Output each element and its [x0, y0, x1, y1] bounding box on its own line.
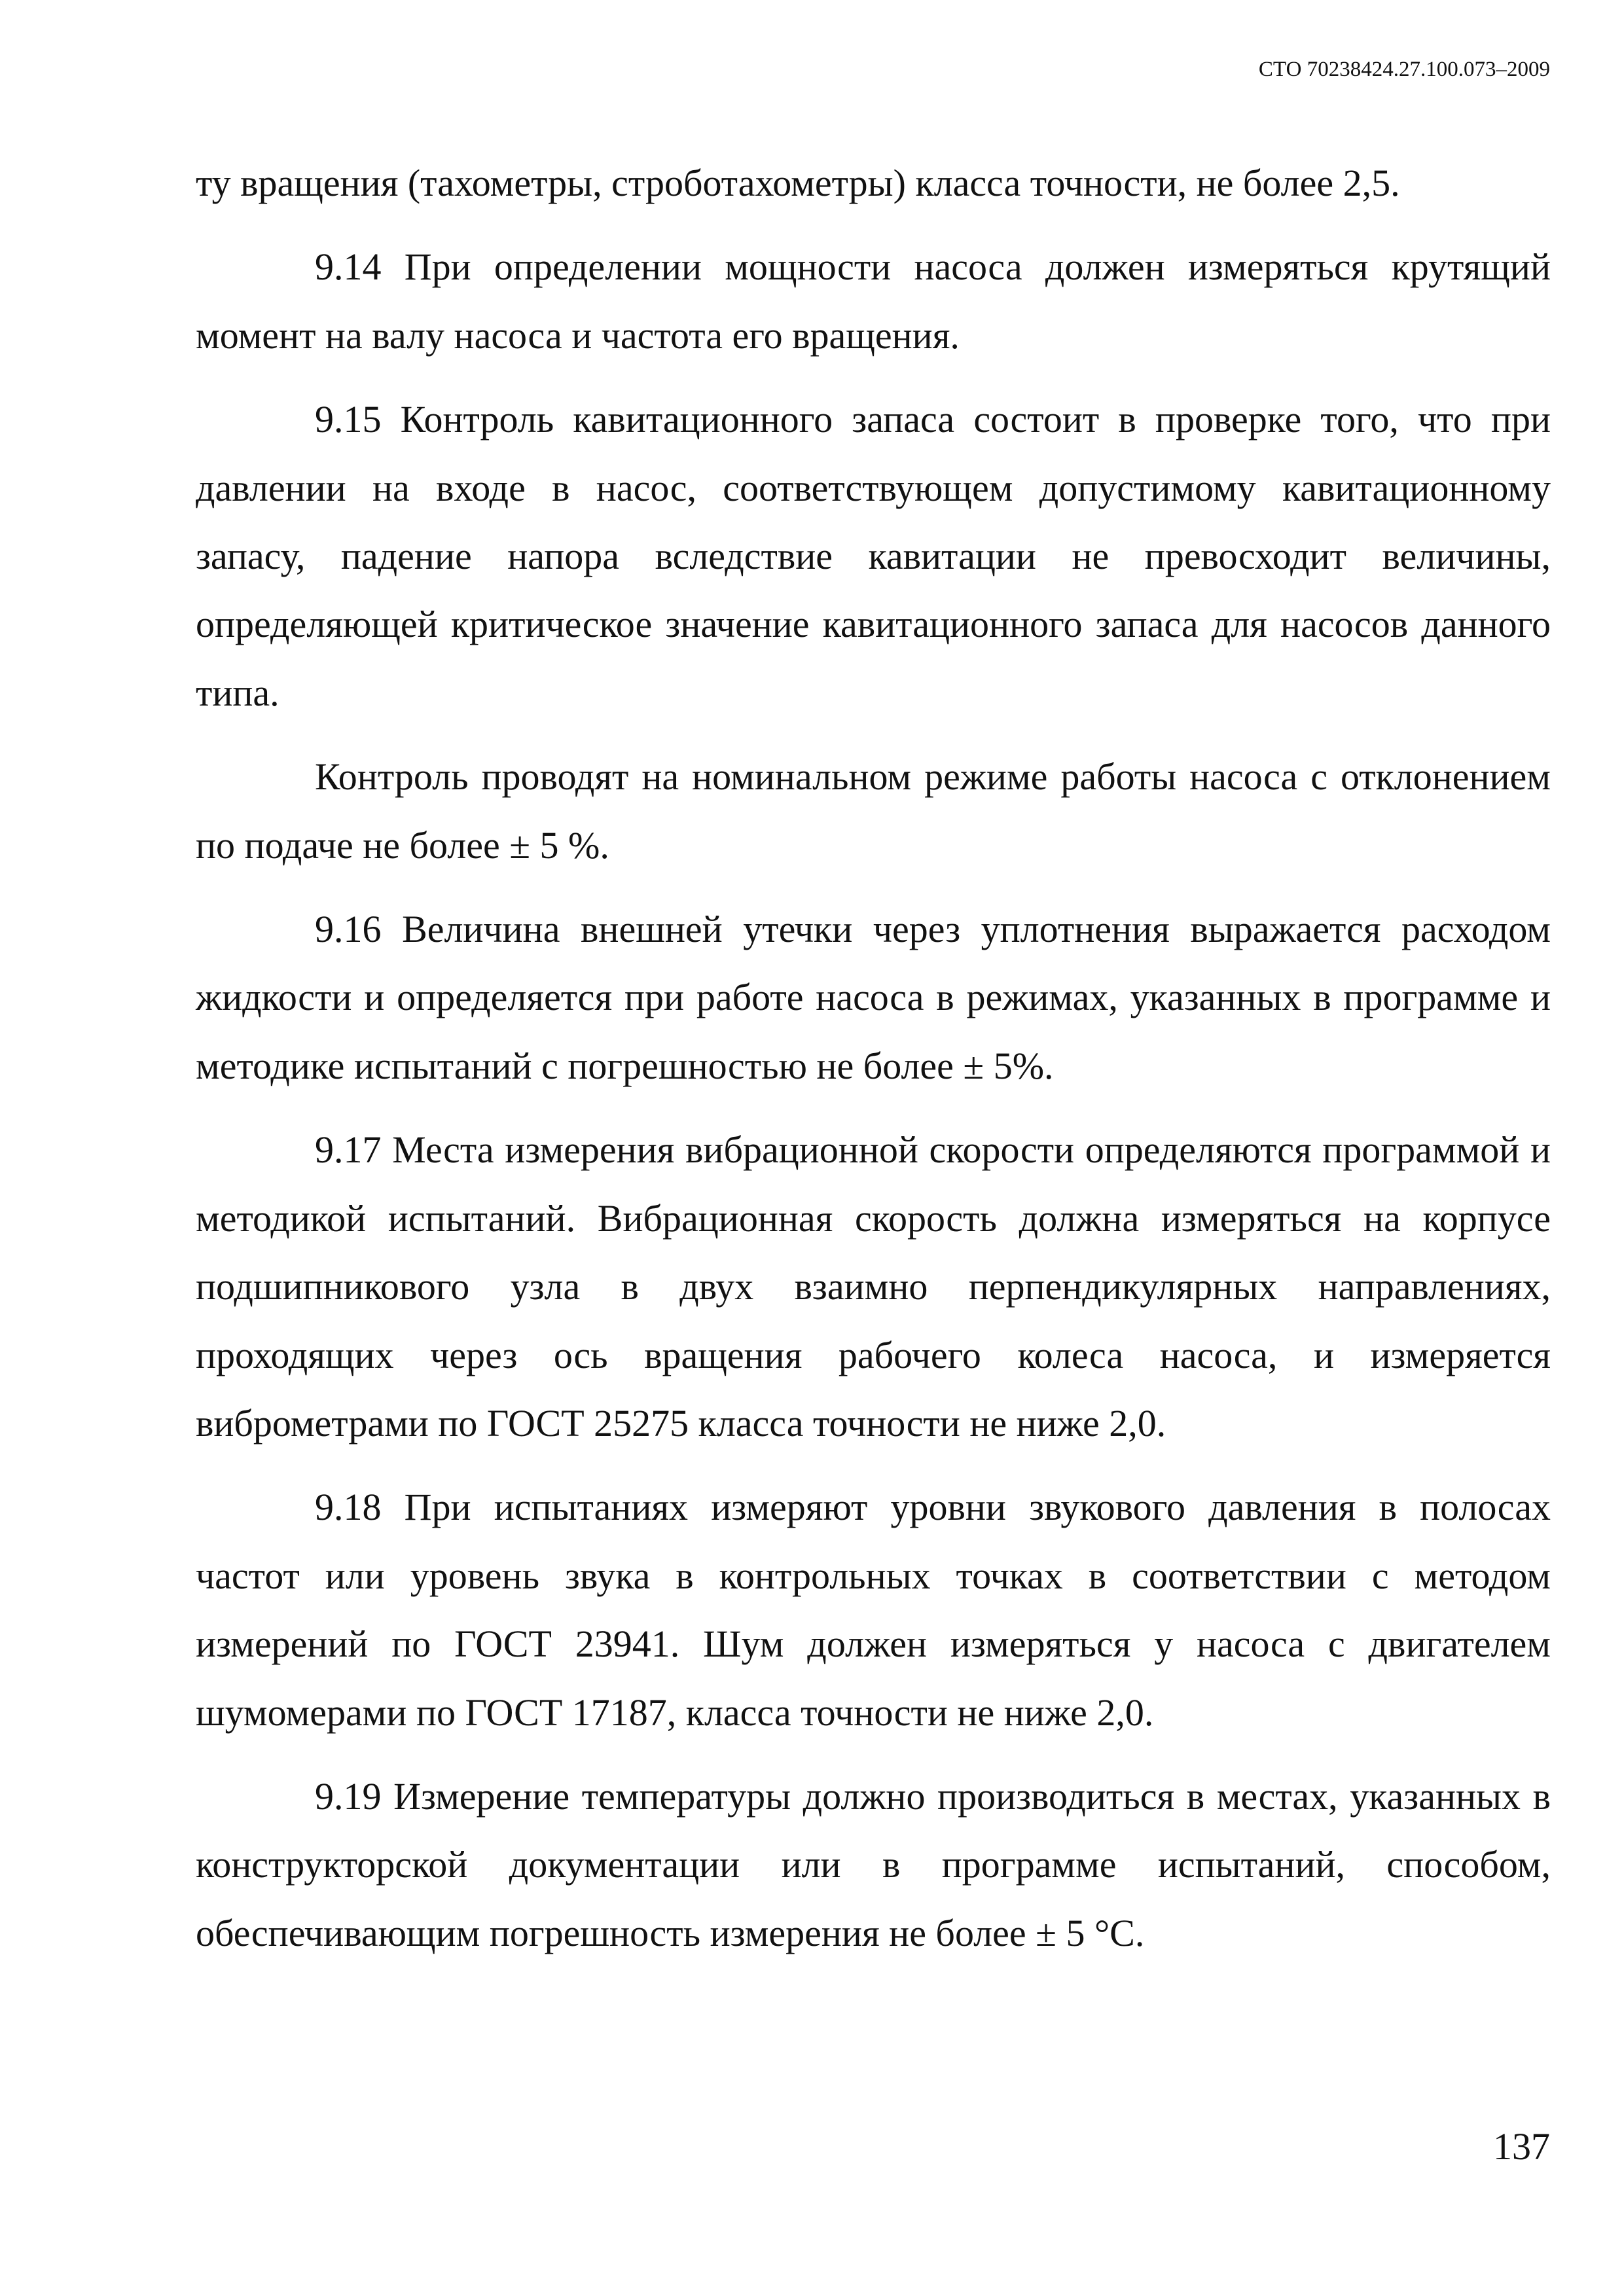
paragraph-9-14: 9.14 При определении мощности насоса должен измеряться крутящий момент на валу насоса и частота его вращения. — [196, 245, 1551, 357]
paragraph-9-19: 9.19 Измерение температуры должно производиться в местах, указанных в конструкторской документации или в программе испытаний, способом, обеспечивающим погрешность измерения не более ± 5 °С. — [196, 1774, 1551, 1954]
paragraph-9-18: 9.18 При испытаниях измеряют уровни звукового давления в полосах частот или уровень звука в контрольных точках в соответствии с методом измерений по ГОСТ 23941. Шум должен измеряться у насоса с двигателем шумомерами по ГОСТ 17187, класса точности не ниже 2,0. — [196, 1486, 1551, 1734]
paragraph-9-15: 9.15 Контроль кавитационного запаса состоит в проверке того, что при давлении на входе в насос, соответствующем допустимому кавитационному запасу, падение напора вследствие кавитации не превосходит величины, определяющей критическое значение кавитационного запаса для насосов данного типа. — [196, 398, 1551, 714]
paragraph-9-16: 9.16 Величина внешней утечки через уплотнения выражается расходом жидкости и определяется при работе насоса в режимах, указанных в программе и методике испытаний с погрешностью не более ± 5%. — [196, 908, 1551, 1087]
paragraph-9-15-control: Контроль проводят на номинальном режиме работы насоса с отклонением по подаче не более ± 5 %. — [196, 755, 1551, 867]
paragraph-9-17: 9.17 Места измерения вибрационной скорости определяются программой и методикой испытаний. Вибрационная скорость должна измеряться на корпусе подшипникового узла в двух взаимно перпендикулярных направлениях, проходящих через ось вращения рабочего колеса насоса, и измеряется виброметрами по ГОСТ 25275 класса точности не ниже 2,0. — [196, 1128, 1551, 1444]
document-body — [196, 149, 1551, 1983]
document-code-header: СТО 70238424.27.100.073–2009 — [1258, 58, 1550, 81]
page-number: 137 — [1493, 2125, 1550, 2168]
paragraph-continuation: ту вращения (тахометры, строботахометры) класса точности, не более 2,5. — [196, 162, 1400, 204]
